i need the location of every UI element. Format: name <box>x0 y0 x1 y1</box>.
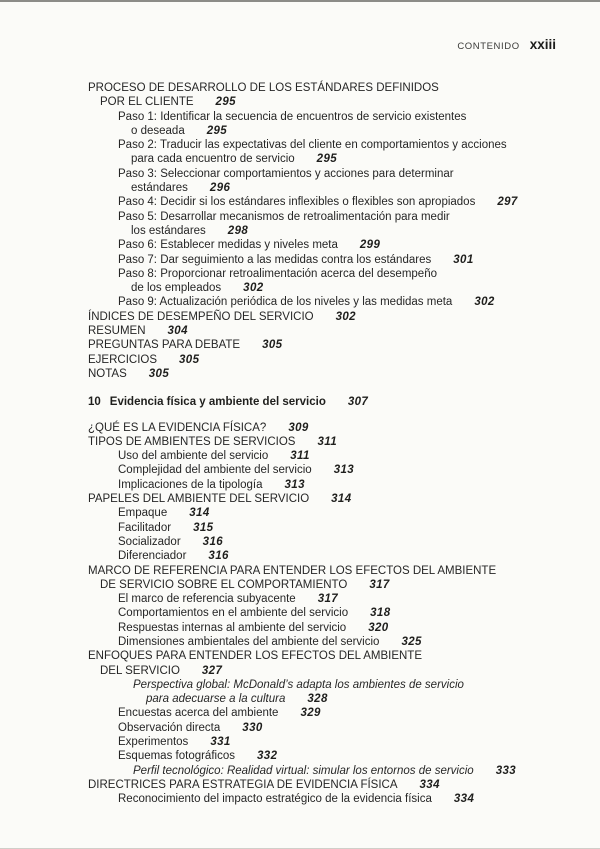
toc-entry-text: Reconocimiento del impacto estratégico de la evidencia física <box>118 793 432 806</box>
running-title: CONTENIDO <box>457 41 520 52</box>
toc-entry-text: EJERCICIOS <box>88 353 158 366</box>
toc-entry-text: RESUMEN <box>88 325 146 338</box>
toc-page-number: 313 <box>284 478 305 491</box>
toc-page-number: 329 <box>300 707 321 720</box>
toc-entry-text: Perspectiva global: McDonald’s adapta los ambientes de servicio para adecuarse a la cultura <box>133 678 464 706</box>
toc-entry-text: Diferenciador <box>118 550 187 563</box>
folio-page-number: xxiii <box>529 37 556 52</box>
toc-entry <box>0 635 572 649</box>
toc-page-number: 334 <box>453 793 475 806</box>
toc-entry <box>0 621 572 635</box>
toc-page-number: 330 <box>242 721 263 734</box>
toc-entry <box>0 735 572 749</box>
toc-page-number: 309 <box>288 421 309 434</box>
toc-entry-text: Comportamientos en el ambiente del servicio <box>118 607 349 620</box>
toc-page-number: 316 <box>208 550 229 563</box>
toc-entry-text: Observación directa <box>118 721 221 734</box>
toc-entry <box>0 649 572 678</box>
toc-page-number: 327 <box>201 664 223 677</box>
toc-page-number: 311 <box>317 435 338 448</box>
toc-page-number: 320 <box>368 621 389 634</box>
toc-page-number: 305 <box>148 367 170 380</box>
toc-entry <box>0 253 572 267</box>
toc-page-number: 325 <box>401 635 422 648</box>
toc-page-number: 305 <box>262 339 283 352</box>
toc-entry <box>0 678 572 707</box>
toc-entry-text: Experimentos <box>118 736 189 749</box>
toc-entry <box>0 353 572 367</box>
toc-entry <box>0 592 572 606</box>
chapter-number: 10 <box>88 396 101 409</box>
toc-entry <box>0 238 572 252</box>
toc-page-number: 304 <box>167 325 188 338</box>
toc-entry <box>0 606 572 620</box>
toc-page-number: 296 <box>209 182 231 195</box>
toc-entry <box>0 324 572 338</box>
toc-entry-text: Paso 7: Dar seguimiento a las medidas contra los estándares <box>118 253 432 266</box>
toc-entry <box>0 463 572 477</box>
toc-entry <box>0 478 572 492</box>
toc-entry <box>0 764 572 778</box>
toc-page-number: 315 <box>193 521 214 534</box>
toc-page-number: 314 <box>189 507 210 520</box>
toc-page-number: 313 <box>333 464 355 477</box>
toc-entry-text: Complejidad del ambiente del servicio <box>118 464 312 477</box>
toc-entry <box>0 210 572 239</box>
toc-entry-text: ÍNDICES DE DESEMPEÑO DEL SERVICIO <box>88 310 314 323</box>
toc-page-number: 331 <box>210 736 231 749</box>
toc-page-number: 333 <box>495 764 517 777</box>
toc-entry <box>0 535 572 549</box>
toc-page-number: 295 <box>206 124 228 137</box>
toc-entry <box>0 549 572 563</box>
toc-entry-text: Respuestas internas al ambiente del servicio <box>118 621 347 634</box>
toc-entry-text: Paso 6: Establecer medidas y niveles meta <box>118 239 338 252</box>
toc-page-number: 328 <box>307 693 328 706</box>
toc-entry <box>0 435 572 449</box>
toc-entry <box>0 421 572 435</box>
toc-entry <box>0 167 572 196</box>
toc-entry-text: Paso 4: Decidir si los estándares inflexibles o flexibles son apropiados <box>118 196 476 209</box>
toc-entry-text: El marco de referencia subyacente <box>118 593 296 606</box>
toc-entry-text: Paso 2: Traducir las expectativas del cliente en comportamientos y acciones para cada encuentro de servicio <box>118 139 507 166</box>
toc-entry <box>0 295 572 309</box>
toc-page-number: 302 <box>243 282 264 295</box>
toc-entry-text: PREGUNTAS PARA DEBATE <box>88 339 241 352</box>
toc-entry <box>0 338 572 352</box>
toc-entry <box>0 195 572 209</box>
toc-entry <box>0 706 572 720</box>
toc-entry <box>0 749 572 763</box>
toc-page-number: 307 <box>347 396 369 409</box>
toc-entry-text: Dimensiones ambientales del ambiente del servicio <box>118 635 380 648</box>
toc-entry <box>0 395 572 409</box>
toc-page-number: 311 <box>290 450 310 463</box>
toc-page-number: 305 <box>179 353 200 366</box>
toc-page-number: 295 <box>316 153 338 166</box>
toc-page-number: 316 <box>202 535 224 548</box>
toc-entry <box>0 521 572 535</box>
toc-page-number: 298 <box>227 224 249 237</box>
toc-page-number: 318 <box>370 607 391 620</box>
toc-entry-text: Encuestas acerca del ambiente <box>118 707 279 720</box>
toc-entry-text: Paso 3: Seleccionar comportamientos y acciones para determinar estándares <box>118 167 454 195</box>
toc-entry-text: PROCESO DE DESARROLLO DE LOS ESTÁNDARES DEFINIDOS POR EL CLIENTE <box>88 82 439 109</box>
toc-entry <box>0 506 572 520</box>
toc-entry-text: TIPOS DE AMBIENTES DE SERVICIOS <box>88 435 296 448</box>
toc-entry-text: Paso 8: Proporcionar retroalimentación acerca del desempeño de los empleados <box>118 267 437 295</box>
toc-page-number: 314 <box>331 493 352 506</box>
toc-entry <box>0 138 572 167</box>
toc-page-number: 299 <box>359 239 381 252</box>
toc-entry-text: Implicaciones de la tipología <box>118 478 263 491</box>
toc-entry-text: Paso 1: Identificar la secuencia de encuentros de servicio existentes o deseada <box>118 110 467 137</box>
toc-page-number: 302 <box>335 310 356 323</box>
toc-page-number: 334 <box>419 778 440 791</box>
toc-entry-text: Socializador <box>118 535 181 548</box>
toc-entry-text: Paso 5: Desarrollar mecanismos de retroalimentación para medir los estándares <box>118 210 450 237</box>
toc-entry <box>0 110 572 139</box>
toc-entry-text: Perfil tecnológico: Realidad virtual: simular los entornos de servicio <box>133 764 474 777</box>
toc-entry <box>0 267 572 296</box>
toc-page-number: 317 <box>369 578 390 591</box>
toc-page-number: 332 <box>256 750 278 763</box>
toc-entry <box>0 721 572 735</box>
toc-entry-text: PAPELES DEL AMBIENTE DEL SERVICIO <box>88 493 310 506</box>
toc-entry <box>0 81 572 110</box>
toc-entry-text: MARCO DE REFERENCIA PARA ENTENDER LOS EFECTOS DEL AMBIENTE DE SERVICIO SOBRE EL COMPORTAMIENTO <box>88 564 497 591</box>
toc-entry <box>0 778 572 792</box>
toc-entry-text: 10 Evidencia física y ambiente del servicio <box>88 396 326 409</box>
scan-edge-top <box>0 0 600 2</box>
toc-page-number: 297 <box>497 196 518 209</box>
toc-entry <box>0 492 572 506</box>
toc-entry-text: ENFOQUES PARA ENTENDER LOS EFECTOS DEL AMBIENTE DEL SERVICIO <box>88 650 422 677</box>
toc-page-number: 301 <box>453 253 474 266</box>
toc-entry-text: NOTAS <box>88 367 127 380</box>
toc-entry-text: Uso del ambiente del servicio <box>118 450 269 463</box>
toc-entry <box>0 564 572 593</box>
toc-entry-text: Esquemas fotográficos <box>118 750 235 763</box>
toc-entry-text: DIRECTRICES PARA ESTRATEGIA DE EVIDENCIA FÍSICA <box>88 778 398 791</box>
toc-entry-text: Empaque <box>118 507 168 520</box>
toc-entry <box>0 792 572 806</box>
toc-page-number: 302 <box>474 296 495 309</box>
page-header <box>457 36 556 54</box>
toc-entry <box>0 367 572 381</box>
toc-entry-text: Facilitador <box>118 521 172 534</box>
toc-entry <box>0 449 572 463</box>
toc-entry-text: ¿QUÉ ES LA EVIDENCIA FÍSICA? <box>88 421 267 434</box>
toc-entry <box>0 310 572 324</box>
toc-page-number: 295 <box>215 96 236 109</box>
toc-entry-text: Paso 9: Actualización periódica de los niveles y las medidas meta <box>118 296 453 309</box>
toc-page-number: 317 <box>317 593 339 606</box>
